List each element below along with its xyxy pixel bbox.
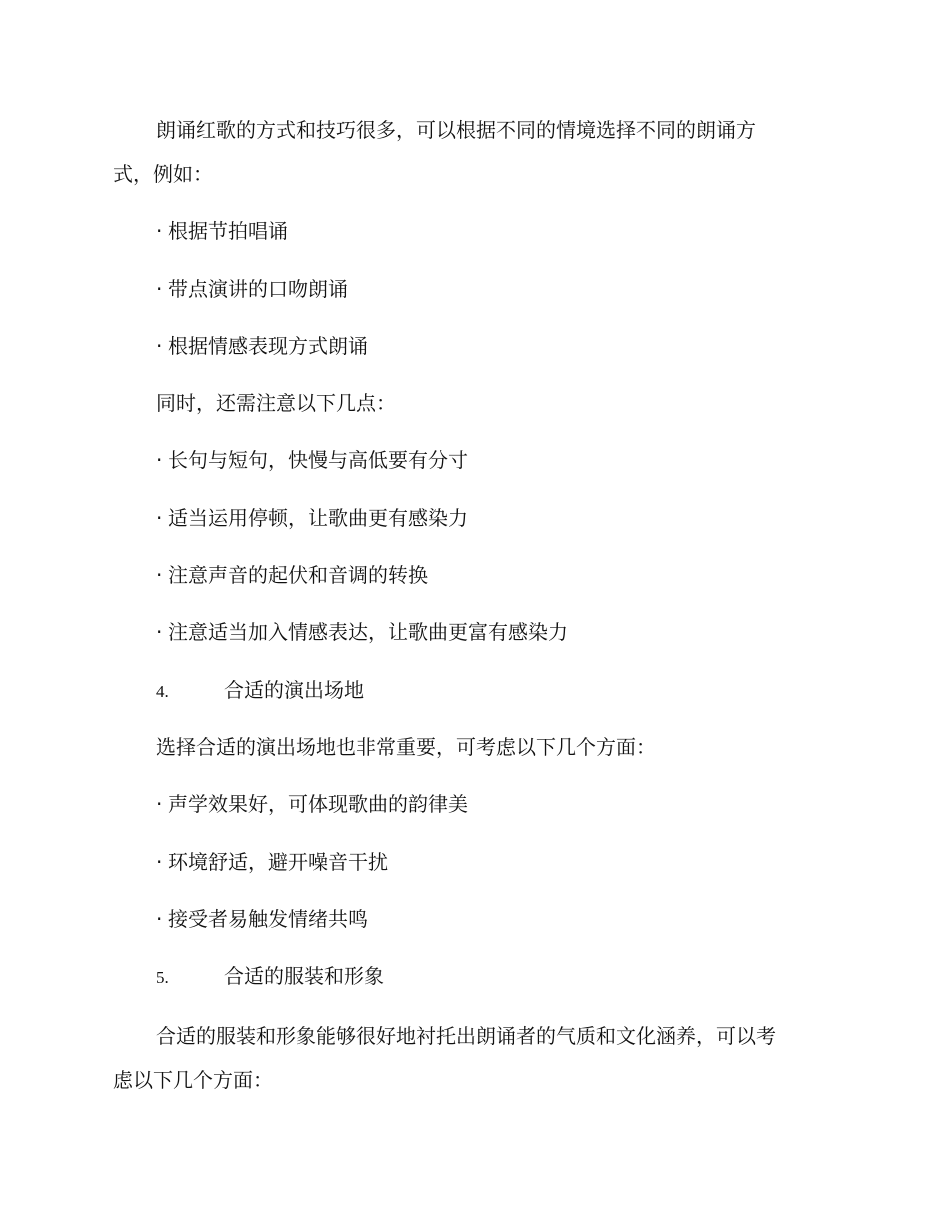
section-heading <box>156 962 936 992</box>
paragraph-line: 虑以下几个方面： <box>113 1068 273 1092</box>
list-item-text: 适当运用停顿，让歌曲更有感染力 <box>168 506 468 530</box>
list-item-text: 带点演讲的口吻朗诵 <box>168 277 348 301</box>
list-item <box>156 618 936 646</box>
list-item-text: 接受者易触发情绪共鸣 <box>168 907 368 931</box>
section-heading <box>156 676 936 706</box>
list-item <box>156 790 936 818</box>
section-title: 合适的演出场地 <box>224 678 364 702</box>
bullet-icon: · <box>156 907 163 931</box>
bullet-icon: · <box>156 334 163 358</box>
paragraph-line: 选择合适的演出场地也非常重要，可考虑以下几个方面： <box>156 735 656 759</box>
list-item <box>156 217 936 245</box>
paragraph-line: 朗诵红歌的方式和技巧很多，可以根据不同的情境选择不同的朗诵方 <box>156 118 756 142</box>
list-item <box>156 504 936 532</box>
list-item-text: 根据节拍唱诵 <box>168 219 288 243</box>
bullet-icon: · <box>156 219 163 243</box>
paragraph-line: 式，例如： <box>113 162 213 186</box>
list-item <box>156 332 936 360</box>
section-title: 合适的服装和形象 <box>224 964 384 988</box>
bullet-icon: · <box>156 277 163 301</box>
bullet-icon: · <box>156 563 163 587</box>
list-item <box>156 905 936 933</box>
bullet-icon: · <box>156 448 163 472</box>
bullet-icon: · <box>156 620 163 644</box>
list-item <box>156 848 936 876</box>
bullet-icon: · <box>156 792 163 816</box>
list-item-text: 声学效果好，可体现歌曲的韵律美 <box>168 792 468 816</box>
list-item <box>156 561 936 589</box>
section-number: 5. <box>156 968 169 987</box>
bullet-icon: · <box>156 506 163 530</box>
list-item-text: 环境舒适，避开噪音干扰 <box>168 850 388 874</box>
list-item <box>156 446 936 474</box>
section-number: 4. <box>156 682 169 701</box>
list-item-text: 长句与短句，快慢与高低要有分寸 <box>168 448 468 472</box>
list-item-text: 根据情感表现方式朗诵 <box>168 334 368 358</box>
bullet-icon: · <box>156 850 163 874</box>
list-item-text: 注意适当加入情感表达，让歌曲更富有感染力 <box>168 620 568 644</box>
paragraph-line: 合适的服装和形象能够很好地衬托出朗诵者的气质和文化涵养，可以考 <box>156 1024 776 1048</box>
list-item <box>156 275 936 303</box>
list-item-text: 注意声音的起伏和音调的转换 <box>168 563 428 587</box>
paragraph-line: 同时，还需注意以下几点： <box>156 391 396 415</box>
